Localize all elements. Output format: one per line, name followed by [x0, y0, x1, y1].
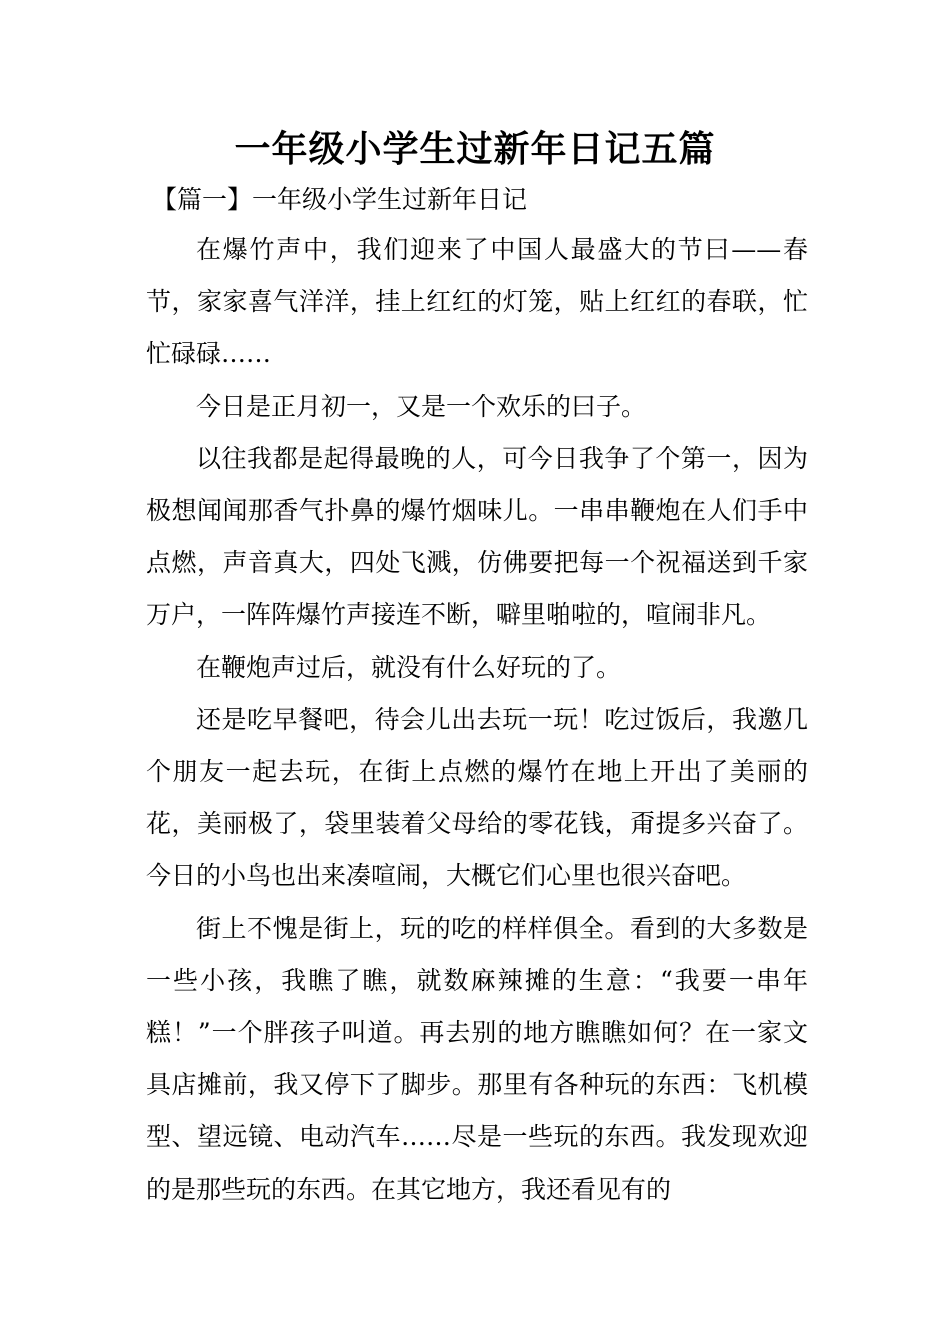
paragraph: 在爆竹声中，我们迎来了中国人最盛大的节曰——春节，家家喜气洋洋，挂上红红的灯笼，贴上红红的春联，忙忙碌碌…… [146, 235, 808, 369]
paragraph: 在鞭炮声过后，就没有什么好玩的了。 [196, 652, 622, 682]
paragraph: 还是吃早餐吧，待会儿出去玩一玩！吃过饭后，我邀几个朋友一起去玩，在街上点燃的爆竹在地上开出了美丽的花，美丽极了，袋里装着父母给的零花钱，甭提多兴奋了。今日的小鸟也出来凑喧闹，大概它们心里也很兴奋吧。 [146, 704, 808, 891]
section-heading: 【篇一】一年级小学生过新年日记 [152, 185, 528, 214]
paragraph: 街上不愧是街上，玩的吃的样样俱全。看到的大多数是一些小孩，我瞧了瞧，就数麻辣摊的生意：“我要一串年糕！”一个胖孩子叫道。再去别的地方瞧瞧如何？在一家文具店摊前，我又停下了脚步。那里有各种玩的东西：飞机模型、望远镜、电动汽车……尽是一些玩的东西。我发现欢迎的是那些玩的东西。在其它地方，我还看见有的 [146, 913, 808, 1204]
document-body [146, 224, 808, 1216]
document-title: 一年级小学生过新年日记五篇 [234, 128, 716, 170]
paragraph: 今日是正月初一，又是一个欢乐的曰子。 [196, 391, 647, 421]
paragraph: 以往我都是起得最晚的人，可今日我争了个第一，因为极想闻闻那香气扑鼻的爆竹烟味儿。一串串鞭炮在人们手中点燃，声音真大，四处飞溅，仿佛要把每一个祝福送到千家万户，一阵阵爆竹声接连不断，噼里啪啦的，喧闹非凡。 [146, 443, 808, 630]
